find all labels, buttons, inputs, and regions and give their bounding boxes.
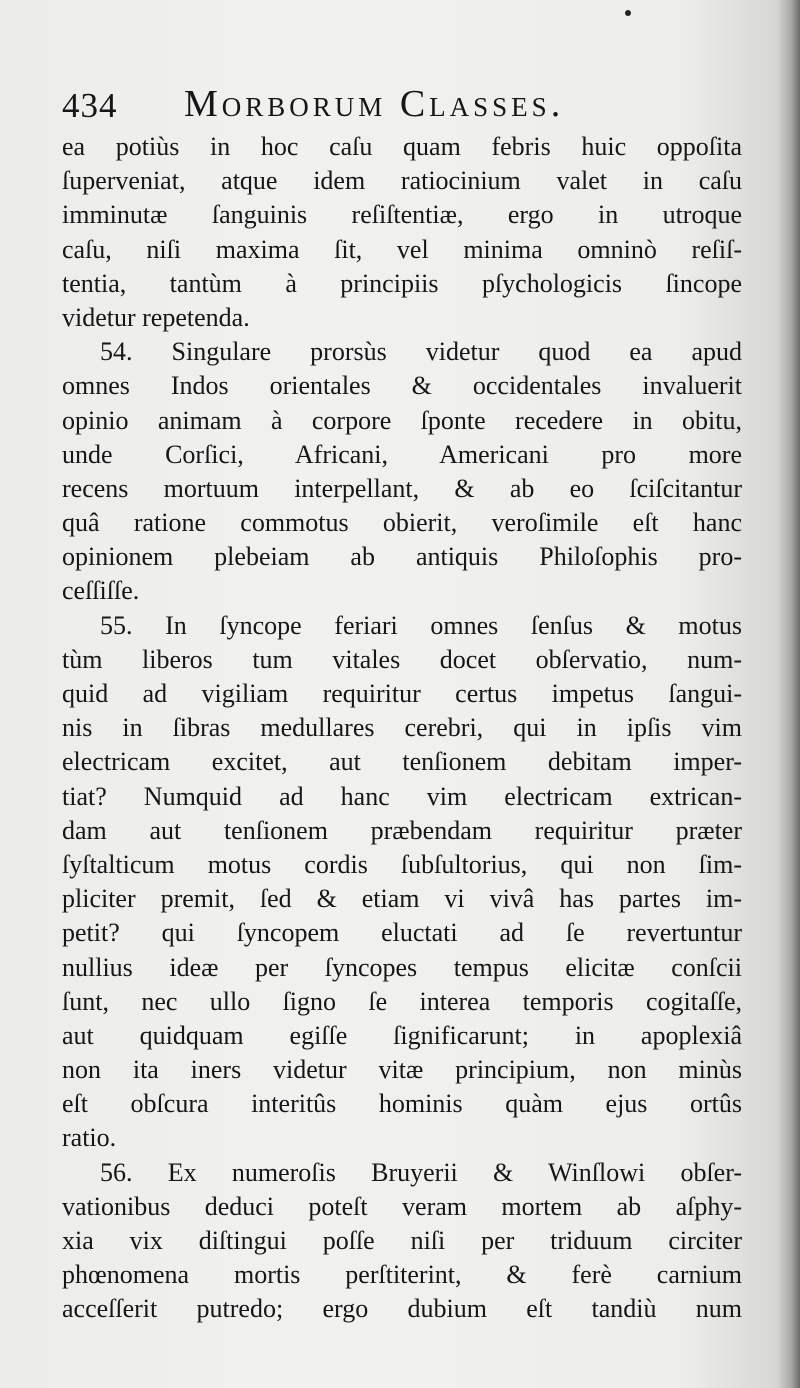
text-line: ſyſtalticum motus cordis ſubſultorius, qui non ſim- bbox=[62, 849, 742, 879]
running-title: Morborum Classes. bbox=[184, 83, 565, 125]
text-line: nis in ſibras medullares cerebri, qui in ipſis vim bbox=[62, 713, 742, 743]
text-line: pliciter premit, ſed & etiam vi vivâ has partes im- bbox=[62, 884, 742, 914]
text-line: acceſſerit putredo; ergo dubium eſt tandiù num bbox=[62, 1294, 742, 1324]
page-header bbox=[62, 78, 742, 128]
text-line: imminutæ ſanguinis reſiſtentiæ, ergo in utroque bbox=[62, 200, 742, 230]
text-line: tentia, tantùm à principiis pſychologicis ſincope bbox=[62, 268, 742, 298]
text-line: 54. Singulare prorsùs videtur quod ea apud bbox=[100, 337, 742, 367]
text-line: ratio. bbox=[62, 1123, 117, 1153]
text-line: ea potiùs in hoc caſu quam febris huic oppoſita bbox=[62, 132, 742, 161]
text-line: caſu, niſi maxima ſit, vel minima omninò reſiſ- bbox=[62, 234, 742, 264]
text-line: quâ ratione commotus obierit, veroſimile eſt hanc bbox=[62, 508, 742, 538]
text-line: electricam excitet, aut tenſionem debitam imper- bbox=[62, 747, 742, 777]
text-line: omnes Indos orientales & occidentales invaluerit bbox=[62, 371, 742, 401]
text-line: unde Corſici, Africani, Americani pro more bbox=[62, 439, 742, 469]
text-line: 56. Ex numeroſis Bruyerii & Winſlowi obſer- bbox=[100, 1157, 742, 1187]
text-line: petit? qui ſyncopem eluctati ad ſe revertuntur bbox=[62, 918, 742, 948]
text-line: quid ad vigiliam requiritur certus impetus ſangui- bbox=[62, 679, 742, 708]
text-line: videtur repetenda. bbox=[62, 302, 250, 332]
page-number: 434 bbox=[62, 86, 118, 125]
text-line: dam aut tenſionem præbendam requiritur præter bbox=[62, 815, 742, 845]
text-line: xia vix diſtingui poſſe niſi per triduum circiter bbox=[62, 1226, 742, 1255]
text-line: eſt obſcura interitûs hominis quàm ejus ortûs bbox=[62, 1089, 742, 1119]
text-line: tùm liberos tum vitales docet obſervatio, num- bbox=[62, 644, 742, 674]
page-gutter-shadow bbox=[778, 0, 800, 1388]
text-line: ſunt, nec ullo ſigno ſe interea temporis cogitaſſe, bbox=[62, 986, 742, 1016]
text-line: nullius ideæ per ſyncopes tempus elicitæ conſcii bbox=[62, 952, 742, 982]
text-line: 55. In ſyncope feriari omnes ſenſus & motus bbox=[100, 610, 742, 640]
text-line: ſuperveniat, atque idem ratiocinium valet in caſu bbox=[62, 166, 742, 196]
text-line: vationibus deduci poteſt veram mortem ab aſphy- bbox=[62, 1191, 742, 1221]
ink-speck bbox=[625, 10, 631, 16]
text-line: ceſſiſſe. bbox=[62, 576, 140, 606]
text-line: opinionem plebeiam ab antiquis Philoſophis pro- bbox=[62, 542, 742, 572]
text-line: tiat? Numquid ad hanc vim electricam extrican- bbox=[62, 781, 742, 811]
text-line: phœnomena mortis perſtiterint, & ferè carnium bbox=[62, 1260, 742, 1290]
text-line: non ita iners videtur vitæ principium, non minùs bbox=[62, 1055, 742, 1085]
text-line: recens mortuum interpellant, & ab eo ſciſcitantur bbox=[62, 473, 742, 503]
text-line: aut quidquam egiſſe ſignificarunt; in apoplexiâ bbox=[62, 1020, 742, 1050]
body-text bbox=[52, 130, 742, 1327]
text-line: opinio animam à corpore ſponte recedere in obitu, bbox=[62, 405, 742, 435]
